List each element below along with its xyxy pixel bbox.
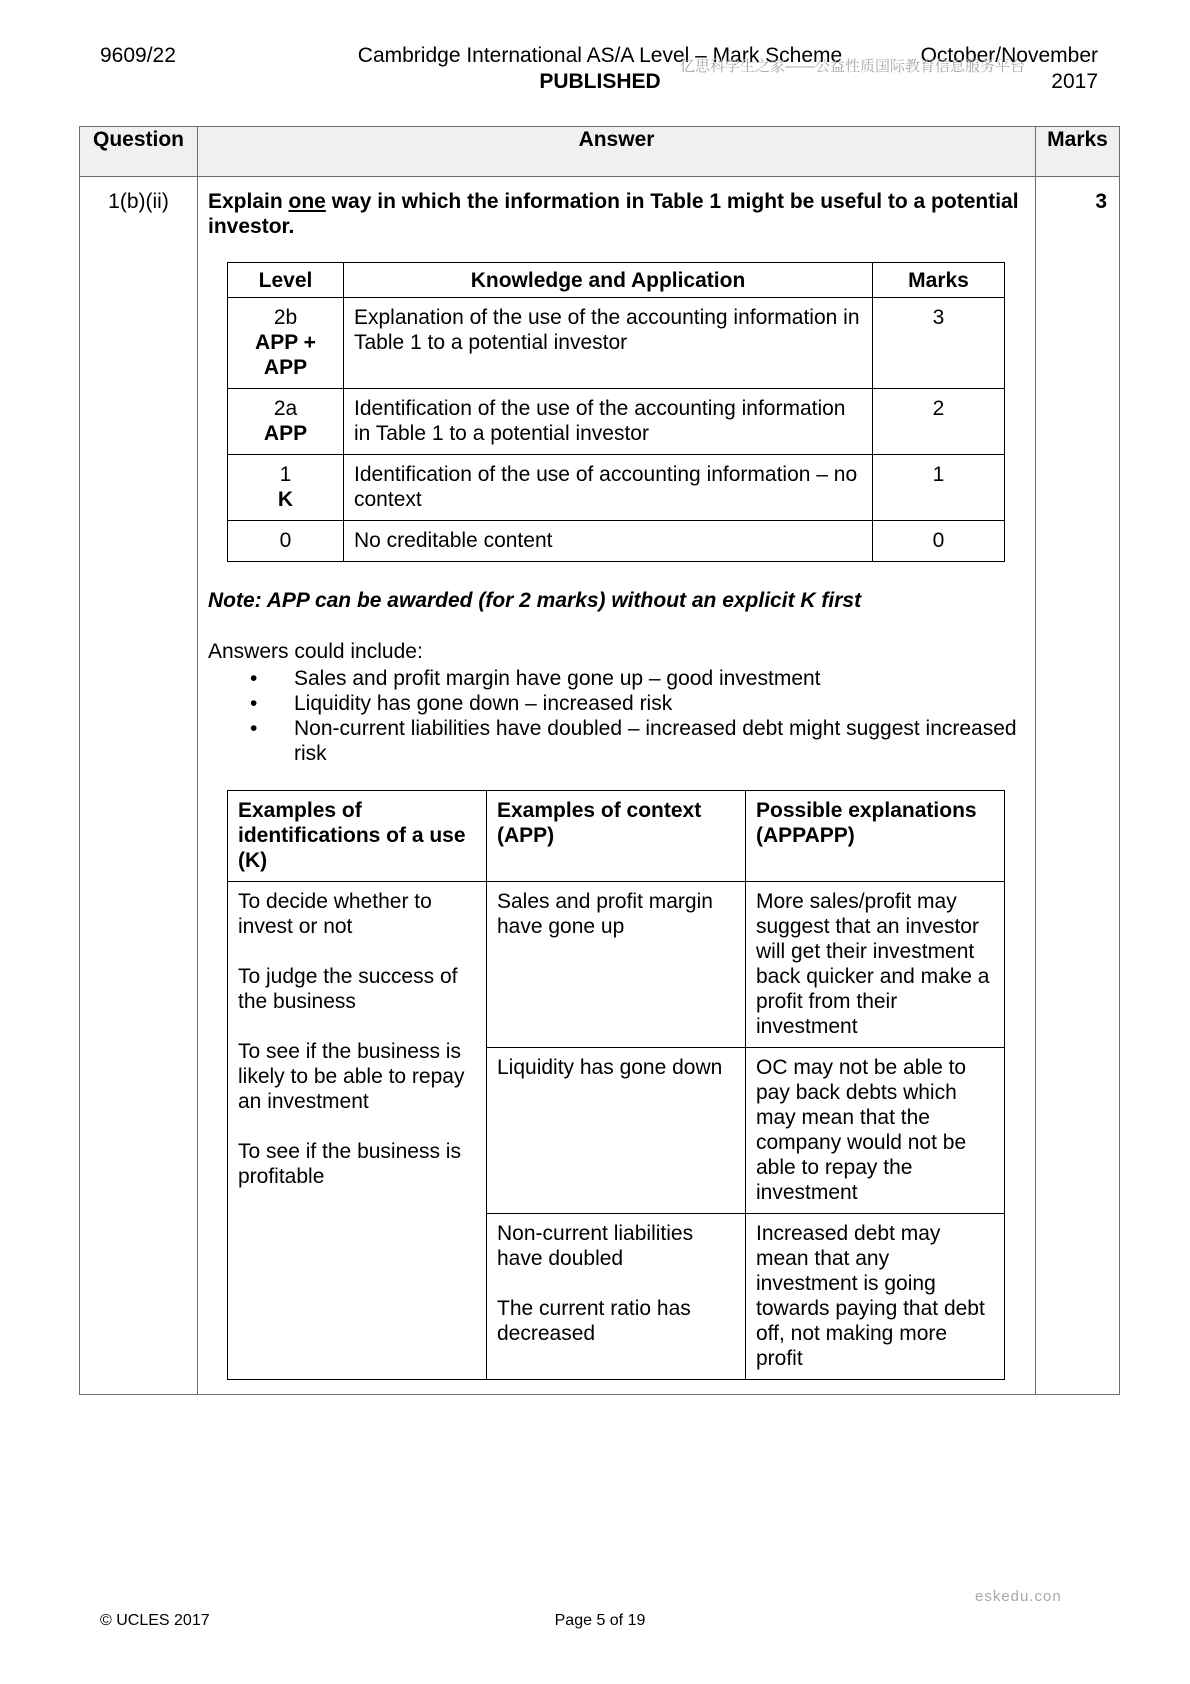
level-marks: 3 <box>873 298 1005 389</box>
level-descriptor-table <box>227 262 1005 562</box>
mark-scheme-table <box>79 126 1120 1395</box>
list-item <box>208 716 1025 766</box>
k-example: To judge the success of the business <box>238 965 458 1013</box>
bullet-point: • <box>250 717 258 740</box>
knowledge-column-header: Knowledge and Application <box>344 263 873 298</box>
level-cell <box>228 298 344 389</box>
list-item <box>208 691 1025 716</box>
level-number: 2a <box>273 397 298 420</box>
k-example: To see if the business is profitable <box>238 1140 461 1188</box>
k-examples-cell <box>228 882 487 1380</box>
level-code: APP + APP <box>255 331 316 379</box>
question-column-header: Question <box>80 127 198 177</box>
level-row <box>228 455 1005 521</box>
document-code: 9609/22 <box>100 44 176 67</box>
level-cell <box>228 455 344 521</box>
list-item-text: Non-current liabilities have doubled – increased debt might suggest increased risk <box>294 717 1017 765</box>
level-description: Identification of the use of the accounting information in Table 1 to a potential investor <box>344 389 873 455</box>
level-marks: 2 <box>873 389 1005 455</box>
level-description: No creditable content <box>344 521 873 562</box>
document-status: PUBLISHED <box>539 70 661 93</box>
question-prompt <box>208 189 1025 239</box>
list-item <box>208 666 1025 691</box>
prompt-emphasis: one <box>288 190 326 213</box>
question-marks: 3 <box>1036 177 1120 1395</box>
answer-cell <box>198 177 1036 1395</box>
list-item-text: Sales and profit margin have gone up – good investment <box>294 667 821 690</box>
exam-session: October/November <box>920 44 1098 67</box>
answer-list <box>208 666 1025 766</box>
level-marks-column-header: Marks <box>873 263 1005 298</box>
level-marks: 1 <box>873 455 1005 521</box>
appapp-explanation: OC may not be able to pay back debts which may mean that the company would not be able to repay the investment <box>746 1048 1005 1214</box>
k-column-header: Examples of identifications of a use (K) <box>228 791 487 882</box>
level-row <box>228 521 1005 562</box>
level-column-header: Level <box>228 263 344 298</box>
document-title: Cambridge International AS/A Level – Mark Scheme <box>357 44 843 67</box>
bullet-point: • <box>250 667 258 690</box>
level-number: 2b <box>273 306 298 329</box>
level-row <box>228 389 1005 455</box>
answer-column-header: Answer <box>198 127 1036 177</box>
bullet-point: • <box>250 692 258 715</box>
answers-intro: Answers could include: <box>208 640 423 663</box>
level-cell <box>228 389 344 455</box>
app-example: Non-current liabilities have doubled <box>497 1222 694 1270</box>
appapp-column-header: Possible explanations (APPAPP) <box>746 791 1005 882</box>
copyright-notice: © UCLES 2017 <box>100 1612 210 1629</box>
level-description: Identification of the use of accounting information – no context <box>344 455 873 521</box>
appapp-explanation: More sales/profit may suggest that an investor will get their investment back quicker and make a profit from their investment <box>746 882 1005 1048</box>
level-marks: 0 <box>873 521 1005 562</box>
exam-year: 2017 <box>1051 70 1098 93</box>
app-example: Liquidity has gone down <box>487 1048 746 1214</box>
marks-column-header: Marks <box>1036 127 1120 177</box>
app-example-cell <box>487 1214 746 1380</box>
marking-note: Note: APP can be awarded (for 2 marks) without an explicit K first <box>208 589 862 612</box>
level-row <box>228 298 1005 389</box>
level-cell <box>228 521 344 562</box>
level-number: 0 <box>279 529 292 552</box>
list-item-text: Liquidity has gone down – increased risk <box>294 692 673 715</box>
level-description: Explanation of the use of the accounting information in Table 1 to a potential investor <box>344 298 873 389</box>
level-code: APP <box>263 422 308 445</box>
level-number: 1 <box>279 463 292 486</box>
k-example: To see if the business is likely to be able to repay an investment <box>238 1040 465 1113</box>
site-watermark: eskedu.con <box>975 1588 1062 1605</box>
prompt-text-end: way in which the information in Table 1 might be useful to a potential investor. <box>208 190 1019 238</box>
level-code: K <box>277 488 294 511</box>
examples-table <box>227 790 1005 1380</box>
level-header-row <box>228 263 1005 298</box>
app-example-secondary: The current ratio has decreased <box>497 1297 691 1345</box>
mark-scheme-header-row <box>80 127 1120 177</box>
appapp-explanation: Increased debt may mean that any investment is going towards paying that debt off, not making more profit <box>746 1214 1005 1380</box>
k-example: To decide whether to invest or not <box>238 890 432 938</box>
page-number: Page 5 of 19 <box>554 1612 646 1629</box>
app-example: Sales and profit margin have gone up <box>487 882 746 1048</box>
prompt-text-start: Explain <box>208 190 289 213</box>
question-row <box>80 177 1120 1395</box>
examples-header-row <box>228 791 1005 882</box>
question-number: 1(b)(ii) <box>80 177 198 1395</box>
app-column-header: Examples of context (APP) <box>487 791 746 882</box>
table-row <box>228 882 1005 1048</box>
watermark-text: 亿思科学生之家——公益性质国际教育信息服务平台 <box>680 58 1026 75</box>
